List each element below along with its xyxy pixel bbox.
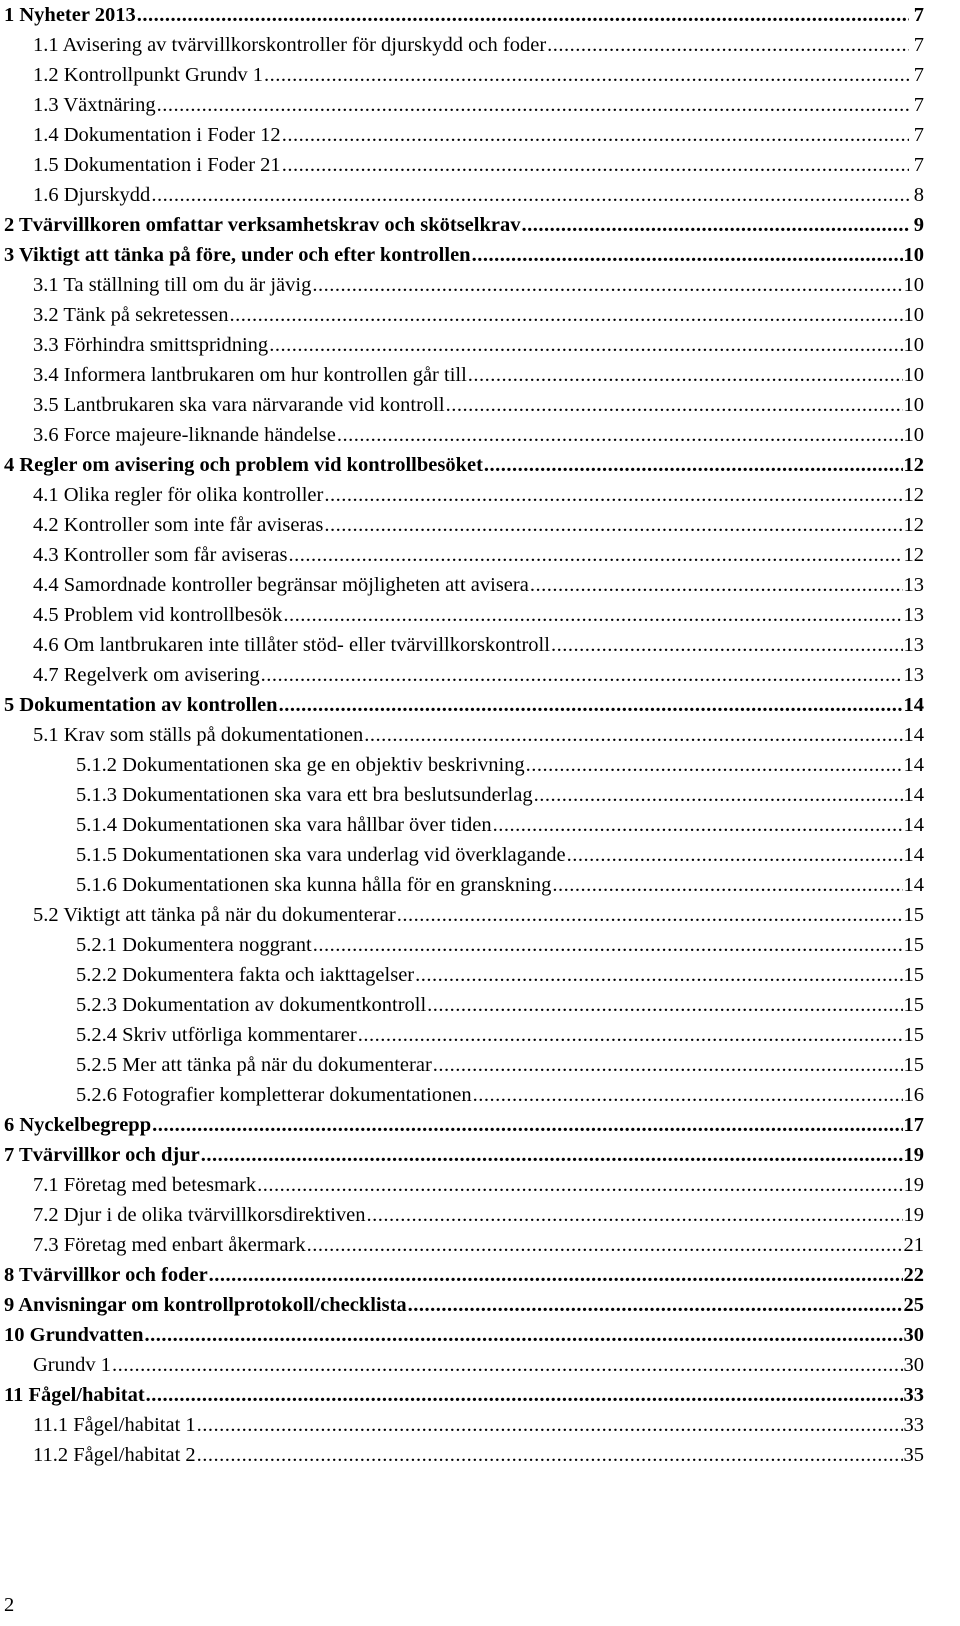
toc-entry[interactable] [4,30,924,60]
dot-leader [201,1140,903,1170]
toc-entry[interactable] [4,1320,924,1350]
toc-entry-title: 5.2.4 Skriv utförliga kommentarer [76,1024,357,1046]
toc-entry-page: 12 [903,514,924,536]
dot-leader [472,240,903,270]
toc-entry[interactable] [4,960,924,990]
dot-leader [283,600,902,630]
dot-leader [112,1350,902,1380]
toc-entry-page: 15 [903,1054,924,1076]
toc-entry-title: 7.3 Företag med enbart åkermark [33,1234,306,1256]
toc-entry-page: 33 [903,1414,924,1436]
dot-leader [145,1320,903,1350]
toc-entry-title: 7.1 Företag med betesmark [33,1174,257,1196]
toc-entry-page: 14 [903,874,924,896]
dot-leader [151,180,909,210]
toc-entry-title: 4.7 Regelverk om avisering [33,664,260,686]
dot-leader [261,660,903,690]
toc-entry[interactable] [4,240,924,270]
toc-entry-page: 35 [903,1444,924,1466]
toc-entry[interactable] [4,1200,924,1230]
toc-entry-title: Grundv 1 [33,1354,112,1376]
table-of-contents [4,0,924,1470]
toc-entry-title: 4 Regler om avisering och problem vid kontrollbesöket [4,454,483,476]
toc-entry-title: 5.1.5 Dokumentationen ska vara underlag vid överklagande [76,844,566,866]
toc-entry[interactable] [4,390,924,420]
toc-entry[interactable] [4,660,924,690]
dot-leader [530,570,903,600]
dot-leader [264,60,909,90]
toc-entry[interactable] [4,750,924,780]
dot-leader [288,540,902,570]
page-number: 2 [4,1594,15,1616]
toc-entry[interactable] [4,90,924,120]
toc-entry[interactable] [4,180,924,210]
toc-entry-title: 1.2 Kontrollpunkt Grundv 1 [33,64,264,86]
toc-entry-page: 14 [903,724,924,746]
dot-leader [137,0,909,30]
toc-entry[interactable] [4,780,924,810]
dot-leader [146,1380,903,1410]
toc-entry-page: 15 [903,934,924,956]
toc-entry-title: 3.3 Förhindra smittspridning [33,334,269,356]
toc-entry-page: 14 [903,754,924,776]
toc-entry[interactable] [4,300,924,330]
toc-entry-page: 14 [903,694,924,716]
toc-entry-title: 7.2 Djur i de olika tvärvillkorsdirektiven [33,1204,366,1226]
toc-entry[interactable] [4,1110,924,1140]
dot-leader [197,1410,903,1440]
toc-entry-title: 9 Anvisningar om kontrollprotokoll/checklista [4,1294,407,1316]
toc-entry[interactable] [4,360,924,390]
dot-leader [157,90,909,120]
toc-entry-title: 1.6 Djurskydd [33,184,151,206]
dot-leader [364,720,902,750]
toc-entry[interactable] [4,1140,924,1170]
toc-entry[interactable] [4,120,924,150]
toc-entry-page: 15 [903,994,924,1016]
dot-leader [446,390,903,420]
toc-entry-title: 5.1.6 Dokumentationen ska kunna hålla för en granskning [76,874,552,896]
dot-leader [433,1050,903,1080]
dot-leader [282,120,909,150]
dot-leader [209,1260,903,1290]
toc-entry[interactable] [4,480,924,510]
toc-entry[interactable] [4,510,924,540]
toc-entry-page: 10 [903,304,924,326]
toc-entry-page: 7 [913,34,924,56]
dot-leader [337,420,903,450]
dot-leader [279,690,903,720]
toc-entry[interactable] [4,1080,924,1110]
toc-entry[interactable] [4,1230,924,1260]
toc-entry[interactable] [4,1170,924,1200]
toc-entry-page: 8 [913,184,924,206]
toc-entry-page: 15 [903,964,924,986]
toc-entry-title: 4.1 Olika regler för olika kontroller [33,484,324,506]
toc-entry-page: 22 [903,1264,924,1286]
toc-entry-title: 2 Tvärvillkoren omfattar verksamhetskrav och skötselkrav [4,214,521,236]
dot-leader [282,150,909,180]
toc-entry[interactable] [4,870,924,900]
toc-entry-page: 7 [913,64,924,86]
dot-leader [324,480,902,510]
dot-leader [366,1200,902,1230]
dot-leader [269,330,902,360]
toc-entry[interactable] [4,0,924,30]
toc-entry-page: 13 [903,664,924,686]
toc-entry-page: 19 [903,1204,924,1226]
dot-leader [358,1020,903,1050]
dot-leader [307,1230,903,1260]
dot-leader [312,270,902,300]
toc-entry-page: 12 [903,484,924,506]
toc-entry-page: 7 [913,124,924,146]
toc-entry-title: 5.2.5 Mer att tänka på när du dokumenterar [76,1054,432,1076]
dot-leader [468,360,903,390]
toc-entry[interactable] [4,630,924,660]
toc-entry-page: 21 [903,1234,924,1256]
toc-entry[interactable] [4,270,924,300]
toc-entry-title: 4.2 Kontroller som inte får aviseras [33,514,324,536]
toc-entry-title: 5.1.2 Dokumentationen ska ge en objektiv beskrivning [76,754,525,776]
toc-entry[interactable] [4,1380,924,1410]
toc-entry-title: 5.2.2 Dokumentera fakta och iakttagelser [76,964,415,986]
toc-entry-page: 10 [903,424,924,446]
toc-entry[interactable] [4,1350,924,1380]
toc-entry-title: 3.1 Ta ställning till om du är jävig [33,274,312,296]
dot-leader [493,810,903,840]
toc-entry[interactable] [4,210,924,240]
toc-entry-page: 9 [913,214,924,236]
toc-entry[interactable] [4,690,924,720]
toc-entry-title: 5.1.4 Dokumentationen ska vara hållbar över tiden [76,814,492,836]
toc-entry[interactable] [4,150,924,180]
toc-entry-page: 14 [903,844,924,866]
toc-entry-title: 4.5 Problem vid kontrollbesök [33,604,283,626]
toc-entry-page: 10 [903,334,924,356]
dot-leader [229,300,902,330]
dot-leader [152,1110,902,1140]
dot-leader [552,870,902,900]
toc-entry-title: 3.5 Lantbrukaren ska vara närvarande vid kontroll [33,394,445,416]
toc-entry-page: 30 [903,1354,924,1376]
toc-entry[interactable] [4,450,924,480]
toc-entry-page: 15 [903,1024,924,1046]
dot-leader [547,30,909,60]
toc-entry-page: 13 [903,634,924,656]
toc-entry[interactable] [4,570,924,600]
toc-entry-page: 19 [903,1144,924,1166]
toc-entry-title: 10 Grundvatten [4,1324,144,1346]
toc-entry-title: 5.2.1 Dokumentera noggrant [76,934,312,956]
toc-entry-title: 5.1.3 Dokumentationen ska vara ett bra beslutsunderlag [76,784,533,806]
toc-entry-title: 5.2 Viktigt att tänka på när du dokumenterar [33,904,396,926]
toc-entry-page: 17 [903,1114,924,1136]
toc-entry-title: 1 Nyheter 2013 [4,4,136,26]
toc-entry-page: 16 [903,1084,924,1106]
toc-entry-page: 7 [913,94,924,116]
toc-entry-title: 5.1 Krav som ställs på dokumentationen [33,724,364,746]
dot-leader [257,1170,902,1200]
toc-entry-title: 6 Nyckelbegrepp [4,1114,152,1136]
dot-leader [415,960,902,990]
dot-leader [567,840,903,870]
toc-entry-page: 19 [903,1174,924,1196]
toc-entry-title: 1.4 Dokumentation i Foder 12 [33,124,281,146]
toc-entry-title: 3.2 Tänk på sekretessen [33,304,229,326]
toc-entry-title: 11.1 Fågel/habitat 1 [33,1414,196,1436]
toc-entry-title: 8 Tvärvillkor och foder [4,1264,208,1286]
dot-leader [473,1080,903,1110]
toc-entry[interactable] [4,330,924,360]
toc-entry-title: 5.2.6 Fotografier kompletterar dokumentationen [76,1084,472,1106]
dot-leader [521,210,909,240]
toc-entry[interactable] [4,720,924,750]
toc-entry[interactable] [4,1020,924,1050]
dot-leader [534,780,903,810]
toc-entry[interactable] [4,1260,924,1290]
dot-leader [397,900,903,930]
toc-entry-title: 7 Tvärvillkor och djur [4,1144,200,1166]
toc-entry-page: 13 [903,574,924,596]
toc-entry[interactable] [4,540,924,570]
toc-entry-page: 7 [913,4,924,26]
dot-leader [197,1440,903,1470]
toc-entry-page: 10 [903,274,924,296]
dot-leader [324,510,902,540]
toc-entry-title: 5 Dokumentation av kontrollen [4,694,278,716]
toc-entry-title: 3.6 Force majeure-liknande händelse [33,424,336,446]
toc-entry[interactable] [4,1410,924,1440]
toc-entry-title: 5.2.3 Dokumentation av dokumentkontroll [76,994,427,1016]
toc-entry[interactable] [4,1440,924,1470]
toc-entry-title: 3 Viktigt att tänka på före, under och efter kontrollen [4,244,471,266]
dot-leader [313,930,903,960]
toc-entry[interactable] [4,900,924,930]
toc-entry[interactable] [4,420,924,450]
toc-entry-page: 10 [903,364,924,386]
toc-entry[interactable] [4,1050,924,1080]
toc-entry-title: 1.1 Avisering av tvärvillkorskontroller för djurskydd och foder [33,34,547,56]
toc-entry-page: 13 [903,604,924,626]
toc-entry-title: 1.5 Dokumentation i Foder 21 [33,154,281,176]
toc-entry-page: 33 [903,1384,924,1406]
toc-entry[interactable] [4,810,924,840]
toc-entry[interactable] [4,1290,924,1320]
toc-entry-title: 4.6 Om lantbrukaren inte tillåter stöd- eller tvärvillkorskontroll [33,634,550,656]
toc-entry-page: 10 [903,394,924,416]
toc-entry-title: 1.3 Växtnäring [33,94,156,116]
toc-entry-title: 4.3 Kontroller som får aviseras [33,544,288,566]
toc-entry-page: 12 [903,544,924,566]
toc-entry-title: 11.2 Fågel/habitat 2 [33,1444,196,1466]
dot-leader [408,1290,903,1320]
toc-entry-page: 7 [913,154,924,176]
toc-entry[interactable] [4,60,924,90]
dot-leader [427,990,902,1020]
toc-entry-page: 14 [903,784,924,806]
toc-entry-page: 30 [903,1324,924,1346]
toc-entry-page: 25 [903,1294,924,1316]
toc-entry-page: 10 [903,244,924,266]
toc-entry[interactable] [4,840,924,870]
toc-entry-title: 11 Fågel/habitat [4,1384,145,1406]
dot-leader [551,630,903,660]
toc-entry[interactable] [4,600,924,630]
toc-entry-title: 3.4 Informera lantbrukaren om hur kontrollen går till [33,364,467,386]
toc-entry[interactable] [4,930,924,960]
toc-entry-page: 14 [903,814,924,836]
dot-leader [526,750,903,780]
toc-entry-title: 4.4 Samordnade kontroller begränsar möjligheten att avisera [33,574,529,596]
toc-entry-page: 12 [903,454,924,476]
toc-entry[interactable] [4,990,924,1020]
toc-entry-page: 15 [903,904,924,926]
dot-leader [484,450,903,480]
